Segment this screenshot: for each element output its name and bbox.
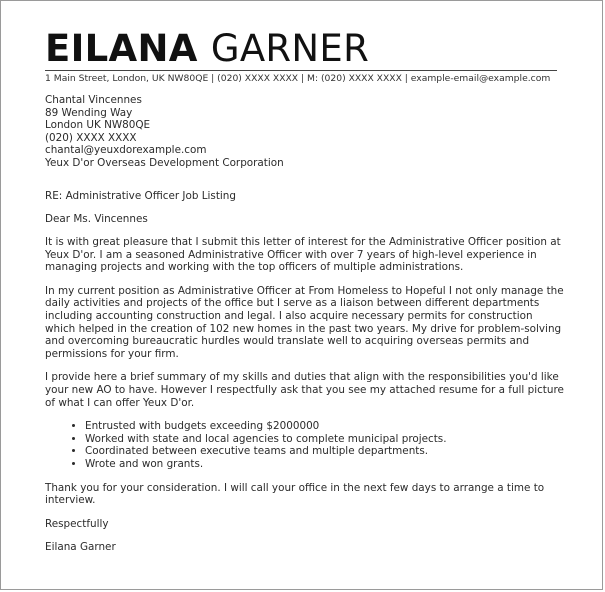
list-item: • Coordinated between executive teams and multiple departments. bbox=[85, 445, 565, 458]
list-item: • Entrusted with budgets exceeding $2000000 bbox=[85, 420, 565, 433]
paragraph-summary: I provide here a brief summary of my skills and duties that align with the responsibilities you'd like your new AO to have. However I respectfully ask that you see my attached resume for a full picture of what I can offer Yeux D'or. bbox=[45, 371, 564, 409]
recipient-city: London UK NW80QE bbox=[45, 119, 151, 132]
paragraph-closing: Thank you for your consideration. I will call your office in the next few days to arrange a time to interview. bbox=[45, 481, 545, 507]
recipient-email: chantal@yeuxdorexample.com bbox=[45, 144, 207, 157]
applicant-last-name: GARNER bbox=[210, 27, 370, 70]
signature-name: Eilana Garner bbox=[45, 541, 116, 554]
list-item: • Worked with state and local agencies to complete municipal projects. bbox=[85, 433, 565, 446]
header-divider bbox=[45, 70, 557, 71]
contact-line: 1 Main Street, London, UK NW80QE | (020) XXXX XXXX | M: (020) XXXX XXXX | example-email@example.com bbox=[45, 73, 551, 84]
subject-line: RE: Administrative Officer Job Listing bbox=[45, 190, 236, 202]
recipient-address bbox=[45, 94, 284, 170]
applicant-name bbox=[45, 27, 369, 71]
recipient-phone: (020) XXXX XXXX bbox=[45, 131, 137, 144]
applicant-first-name: EILANA bbox=[45, 27, 198, 70]
list-item: • Wrote and won grants. bbox=[85, 458, 565, 471]
recipient-company: Yeux D'or Overseas Development Corporation bbox=[45, 156, 284, 169]
recipient-street: 89 Wending Way bbox=[45, 106, 133, 119]
salutation: Dear Ms. Vincennes bbox=[45, 213, 148, 225]
paragraph-intro: It is with great pleasure that I submit this letter of interest for the Administrative Officer position at Yeux D'or. I am a seasoned Administrative Officer with over 7 years of high-level experience in managing projects and working with the top officers of multiple administrations. bbox=[45, 236, 561, 274]
skills-list bbox=[45, 420, 565, 470]
recipient-name: Chantal Vincennes bbox=[45, 94, 142, 106]
paragraph-experience: In my current position as Administrative Officer at From Homeless to Hopeful I not only manage the daily activities and projects of the office but I serve as a liaison between different departments including accounting construction and legal. I also acquire necessary permits for construction which helped in the creation of 102 new homes in the past two years. My drive for problem-solving and overcoming bureaucratic hurdles would translate well to acquiring overseas permits and permissions for your firm. bbox=[45, 284, 564, 360]
signoff: Respectfully bbox=[45, 517, 109, 530]
letter-body bbox=[45, 236, 565, 554]
